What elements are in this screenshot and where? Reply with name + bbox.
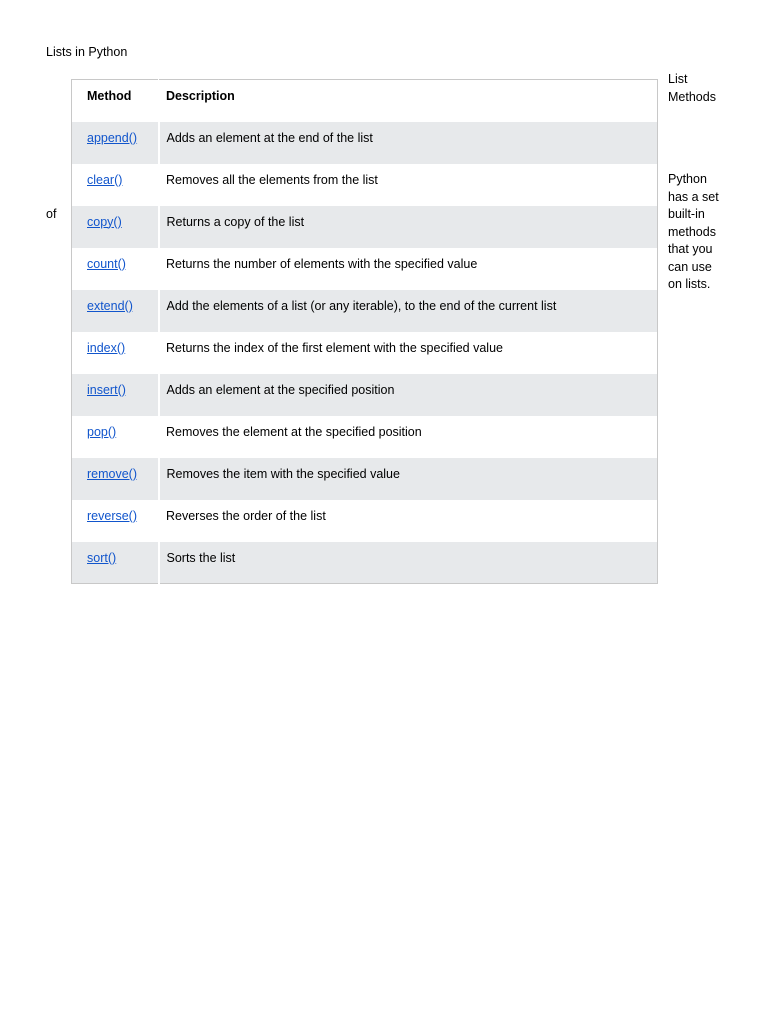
description-cell: Returns the index of the first element with the specified value <box>166 340 503 355</box>
intro-paragraph: Python has a set built-in methods that you can use on lists. <box>668 172 719 291</box>
stray-text: of <box>46 207 57 221</box>
table-row <box>72 206 658 248</box>
description-cell: Sorts the list <box>159 542 658 584</box>
description-cell: Returns the number of elements with the specified value <box>166 256 478 271</box>
description-cell: Returns a copy of the list <box>159 206 658 248</box>
method-link-sort[interactable]: sort() <box>87 550 117 565</box>
table-row <box>72 248 658 290</box>
description-cell: Adds an element at the specified position <box>159 374 658 416</box>
table-row <box>72 374 658 416</box>
method-link-remove[interactable]: remove() <box>87 466 138 481</box>
description-cell: Removes the item with the specified value <box>159 458 658 500</box>
method-cell <box>72 458 159 500</box>
methods-table <box>71 79 658 584</box>
table-header-row <box>72 80 658 122</box>
header-description: Description <box>166 89 235 103</box>
method-link-index[interactable]: index() <box>87 340 126 355</box>
method-link-pop[interactable]: pop() <box>87 424 117 439</box>
description-cell: Removes all the elements from the list <box>166 172 378 187</box>
method-link-reverse[interactable]: reverse() <box>87 508 138 523</box>
method-cell <box>72 332 159 374</box>
method-link-clear[interactable]: clear() <box>87 172 123 187</box>
method-cell <box>72 290 159 332</box>
description-cell: Reverses the order of the list <box>166 508 326 523</box>
method-cell <box>72 164 159 206</box>
table-row <box>72 500 658 542</box>
method-cell <box>72 542 159 584</box>
method-cell <box>72 248 159 290</box>
list-methods-heading: List Methods <box>668 72 716 104</box>
header-method: Method <box>72 80 159 122</box>
table-row <box>72 122 658 164</box>
document-title: Lists in Python <box>46 45 128 59</box>
method-cell <box>72 374 159 416</box>
method-cell <box>72 500 159 542</box>
method-link-copy[interactable]: copy() <box>87 214 122 229</box>
table-row <box>72 458 658 500</box>
method-link-append[interactable]: append() <box>87 130 138 145</box>
method-cell <box>72 122 159 164</box>
table-row <box>72 542 658 584</box>
description-cell: Add the elements of a list (or any iterable), to the end of the current list <box>159 290 658 332</box>
method-cell <box>72 206 159 248</box>
description-cell: Adds an element at the end of the list <box>159 122 658 164</box>
method-link-extend[interactable]: extend() <box>87 298 133 313</box>
table-row <box>72 164 658 206</box>
description-cell: Removes the element at the specified position <box>166 424 422 439</box>
table-row <box>72 416 658 458</box>
table-row <box>72 332 658 374</box>
method-link-insert[interactable]: insert() <box>87 382 126 397</box>
method-link-count[interactable]: count() <box>87 256 126 271</box>
table-row <box>72 290 658 332</box>
method-cell <box>72 416 159 458</box>
